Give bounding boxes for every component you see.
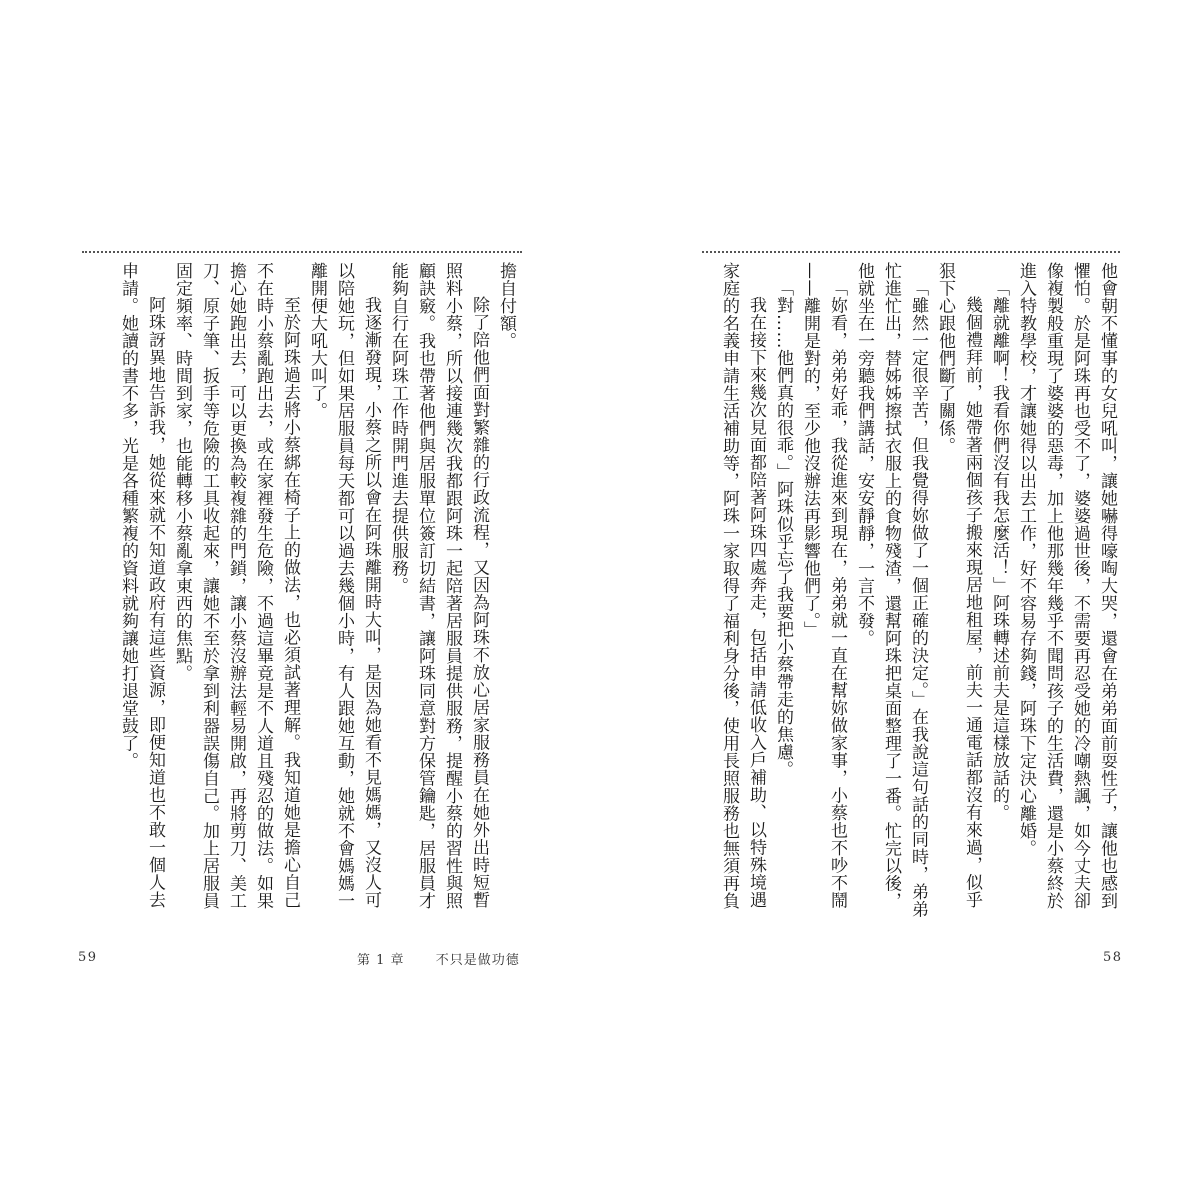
paragraph: 我逐漸發現，小蔡之所以會在阿珠離開時大叫，是因為她看不見媽媽，又沒人可以陪她玩，但如果居服員每天都可以過去幾個小時，有人跟她互動，她就不會媽媽一離開便大吼大叫了。 [307, 262, 381, 910]
paragraph: 「妳看，弟弟好乖，我從進來到現在，弟弟就一直在幫妳做家事，小蔡也不吵不鬧——離開是對的，至少他沒辦法再影響他們了。」 [800, 262, 847, 909]
body-text-column [82, 262, 519, 922]
top-dotted-rule [82, 251, 522, 253]
paragraph: 幾個禮拜前，她帶著兩個孩子搬來現居地租屋，前夫一通電話都沒有來過，似乎狠下心跟他們斷了關係。 [935, 262, 982, 909]
chapter-label: 第 1 章 [357, 953, 405, 968]
page-number: 59 [78, 950, 98, 965]
paragraph: 我在接下來幾次見面都陪著阿珠四處奔走，包括申請低收入戶補助、以特殊境遇家庭的名義申請生活補助等，阿珠一家取得了福利身分後，使用長照服務也無須再負 [719, 262, 766, 910]
top-dotted-rule [702, 251, 1120, 253]
paragraph: 他會朝不懂事的女兒吼叫，讓她嚇得嚎啕大哭，還會在弟弟面前耍性子，讓他也感到懼怕。於是阿珠再也受不了，婆婆過世後，不需要再忍受她的冷嘲熱諷，如今丈夫卻像複製般重現了婆婆的惡毒，加上他那幾年幾乎不聞問孩子的生活費，還是小蔡終於進入特教學校，才讓她得以出去工作，好不容易存夠錢，阿珠下定決心離婚。 [1016, 262, 1117, 910]
paragraph: 除了陪他們面對繁雜的行政流程，又因為阿珠不放心居家服務員在她外出時短暫照料小蔡，所以接連幾次我都跟阿珠一起陪著居服員提供服務，提醒小蔡的習性與照顧訣竅。我也帶著他們與居服單位簽訂切結書，讓阿珠同意對方保管鑰匙，居服員才能夠自行在阿珠工作時開門進去提供服務。 [388, 262, 489, 910]
right-page [600, 0, 1200, 1200]
running-head [357, 949, 520, 968]
paragraph: 擔自付額。 [496, 262, 516, 350]
paragraph: 至於阿珠過去將小蔡綁在椅子上的做法，也必須試著理解。我知道她是擔心自己不在時小蔡亂跑出去，或在家裡發生危險，不過這畢竟是不人道且殘忍的做法。如果擔心她跑出去，可以更換為較複雜的門鎖，讓小蔡沒辦法輕易開啟，再將剪刀、美工刀、原子筆、扳手等危險的工具收起來，讓她不至於拿到利器誤傷自己。加上居服員固定頻率、時間到家，也能轉移小蔡亂拿東西的焦點。 [172, 262, 300, 910]
paragraph: 「離就離啊！我看你們沒有我怎麼活！」阿珠轉述前夫是這樣放話的。 [989, 279, 1009, 822]
page-number: 58 [1103, 950, 1123, 965]
paragraph: 「對……他們真的很乖。」阿珠似乎忘了我要把小蔡帶走的焦慮。 [773, 279, 793, 778]
chapter-title: 不只是做功德 [435, 953, 520, 968]
body-text-column [702, 262, 1120, 922]
paragraph: 阿珠訝異地告訴我，她從來就不知道政府有這些資源，即便知道也不敢一個人去申請。她讀的書不多，光是各種繁複的資料就夠讓她打退堂鼓了。 [118, 262, 165, 909]
paragraph: 「雖然一定很辛苦，但我覺得妳做了一個正確的決定。」在我說這句話的同時，弟弟忙進忙出，替姊姊擦拭衣服上的食物殘渣，還幫阿珠把桌面整理了一番。忙完以後，他就坐在一旁聽我們講話，安安靜靜，一言不發。 [854, 262, 928, 918]
